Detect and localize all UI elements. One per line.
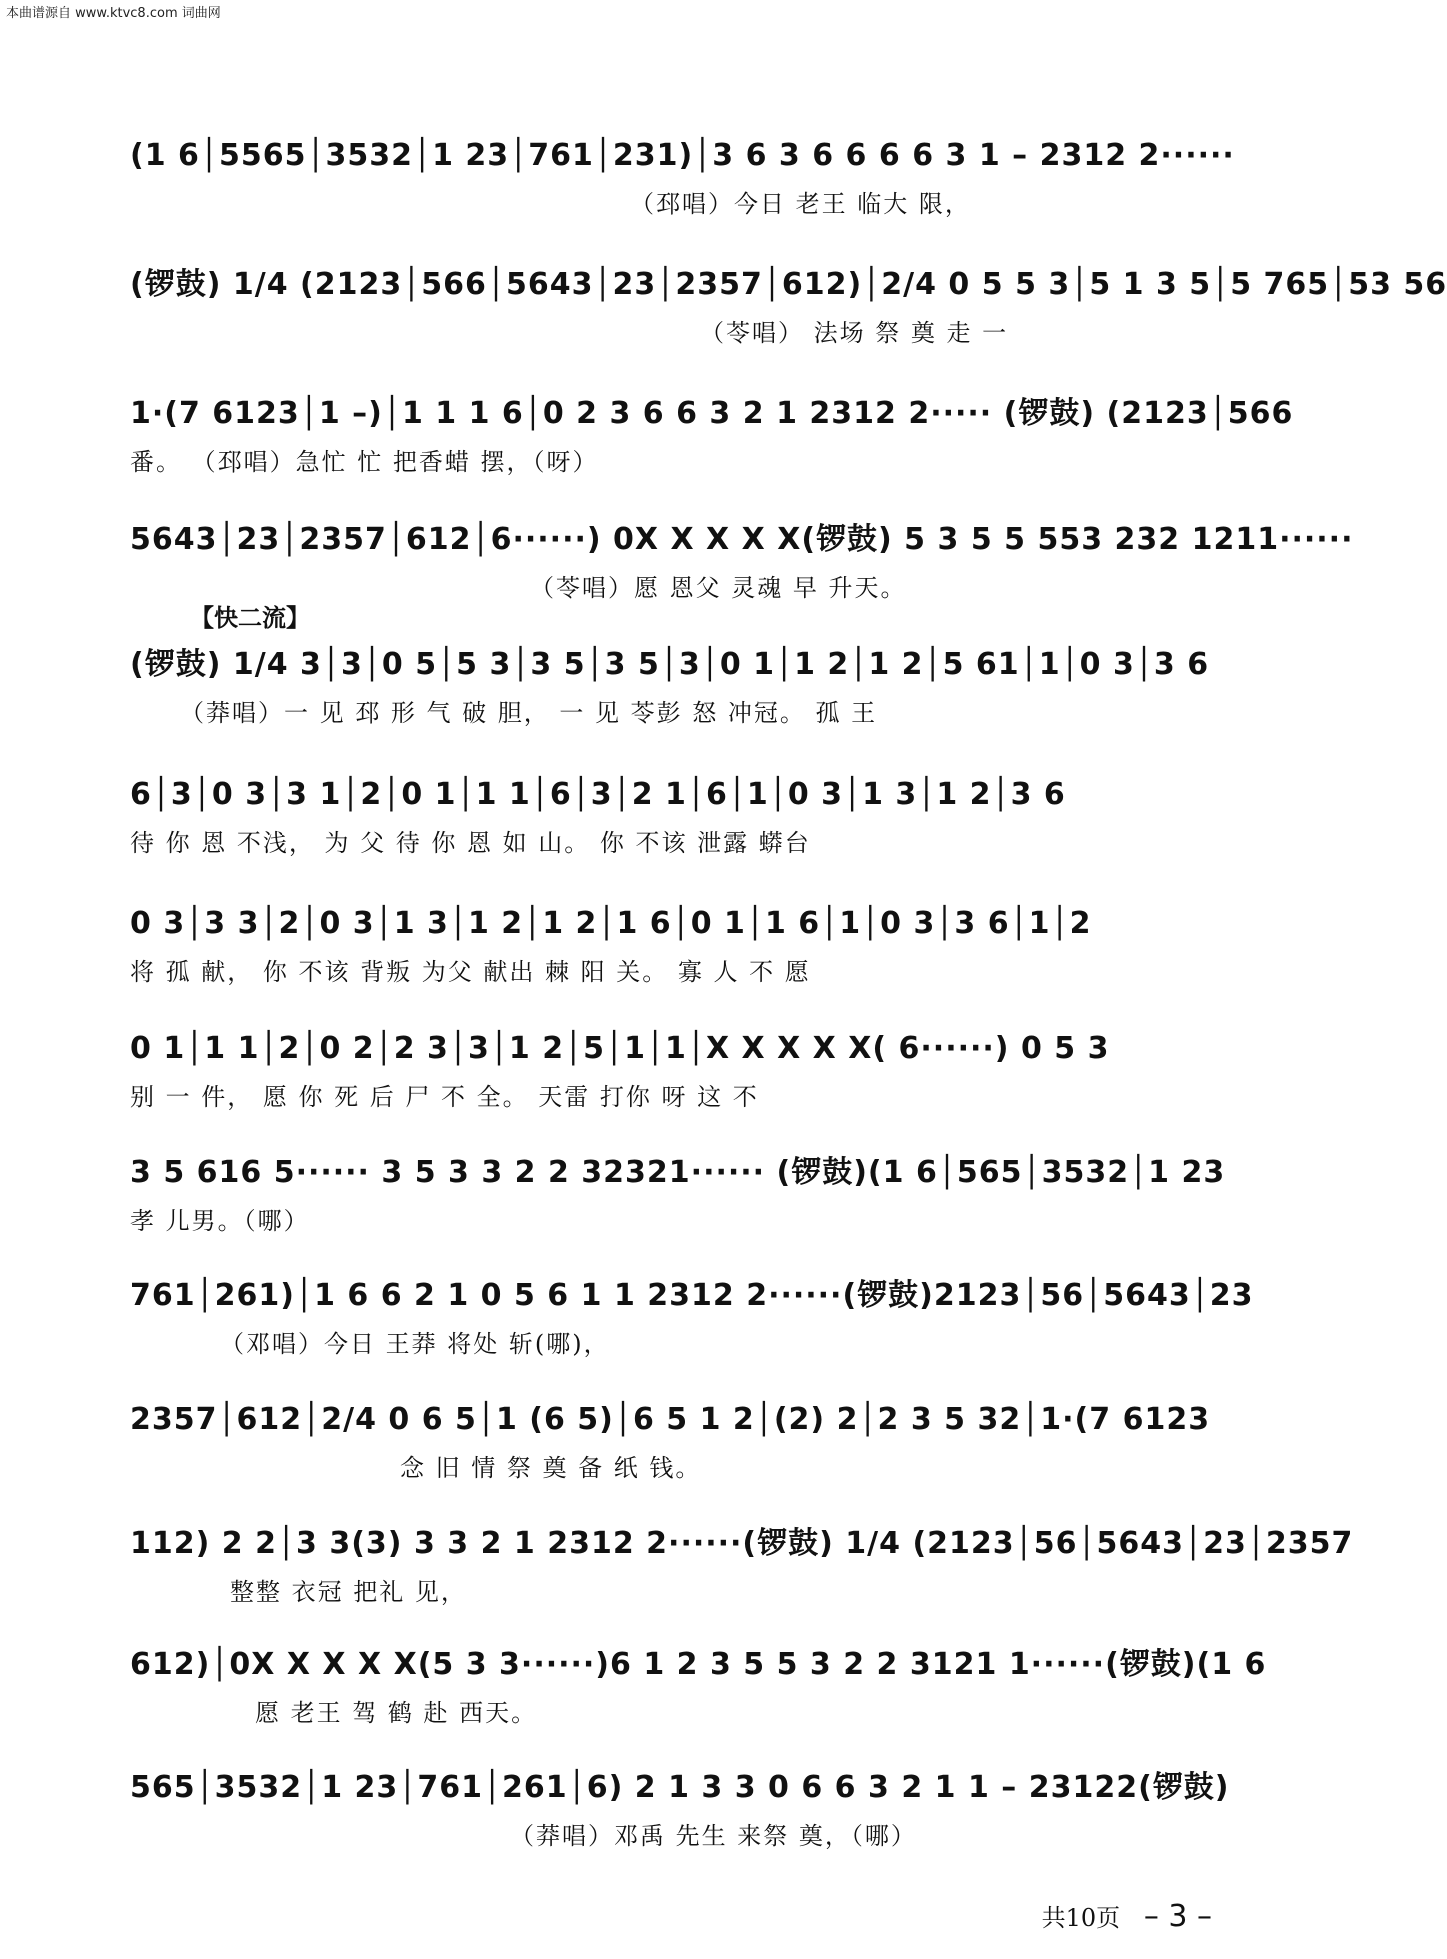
page-footer: [1042, 1898, 1212, 1934]
lyrics-line: （莽唱）邓禹 先生 来祭 奠，（哪）: [510, 1822, 917, 1850]
page-number: – 3 –: [1143, 1899, 1212, 1934]
notation-line: (锣鼓) 1/4 (2123│566│5643│23│2357│612)│2/4 0 5 5 3│5 1 3 5│5 765│53 56: [130, 267, 1447, 302]
score-system: [130, 265, 1447, 405]
notation-line: 1·(7 6123│1 –)│1 1 1 6│0 2 3 6 6 3 2 1 2312 2····· (锣鼓) (2123│566: [130, 396, 1294, 431]
lyrics-line: 待 你 恩 不浅， 为 父 待 你 恩 如 山。 你 不该 泄露 蟒台: [130, 829, 811, 857]
score-system: [130, 1029, 1250, 1169]
notation-line: 5643│23│2357│612│6······) 0X X X X X(锣鼓) 5 3 5 5 553 232 1211······: [130, 522, 1354, 557]
total-pages: 共10页: [1041, 1904, 1121, 1932]
lyrics-line: 番。 （邳唱）急忙 忙 把香蜡 摆，（呀）: [130, 448, 599, 476]
lyrics-line: （莽唱）一 见 邳 形 气 破 胆， 一 见 苓彭 怒 冲冠。 孤 王: [180, 699, 878, 727]
score-system: [130, 1276, 1254, 1416]
lyrics-line: （苓唱） 法场 祭 奠 走 一: [700, 319, 1009, 347]
score-system: [130, 136, 1250, 276]
score-system: [130, 775, 1250, 915]
notation-line: 0 1│1 1│2│0 2│2 3│3│1 2│5│1│1│X X X X X( 6······) 0 5 3: [130, 1031, 1110, 1066]
lyrics-line: 别 一 件， 愿 你 死 后 尸 不 全。 天雷 打你 呀 这 不: [130, 1083, 759, 1111]
lyrics-line: （苓唱）愿 恩父 灵魂 早 升天。: [530, 574, 907, 602]
notation-line: 761│261)│1 6 6 2 1 0 5 6 1 1 2312 2······(锣鼓)2123│56│5643│23: [130, 1278, 1254, 1313]
notation-line: 612)│0X X X X X(5 3 3······)6 1 2 3 5 5 3 2 2 3121 1······(锣鼓)(1 6: [130, 1647, 1267, 1682]
notation-line: 565│3532│1 23│761│261│6) 2 1 3 3 0 6 6 3 2 1 1 – 23122(锣鼓): [130, 1770, 1230, 1805]
notation-line: 112) 2 2│3 3(3) 3 3 2 1 2312 2······(锣鼓) 1/4 (2123│56│5643│23│2357: [130, 1526, 1354, 1561]
score-system: [130, 1645, 1267, 1785]
score-system: [130, 904, 1250, 1044]
lyrics-line: 念 旧 情 祭 奠 备 纸 钱。: [400, 1454, 702, 1482]
notation-line: 3 5 616 5······ 3 5 3 3 2 2 32321······ (锣鼓)(1 6│565│3532│1 23: [130, 1155, 1226, 1190]
notation-line: 2357│612│2/4 0 6 5│1 (6 5)│6 5 1 2│(2) 2│2 3 5 32│1·(7 6123: [130, 1402, 1211, 1437]
lyrics-line: 愿 老王 驾 鹤 赴 西天。: [255, 1699, 538, 1727]
score-system: [130, 394, 1294, 534]
score-system: [130, 1768, 1250, 1908]
score-system: [130, 1524, 1354, 1664]
lyrics-line: （邳唱）今日 老王 临大 限，: [630, 190, 971, 218]
score-system: [130, 645, 1250, 785]
notation-line: (锣鼓) 1/4 3│3│0 5│5 3│3 5│3 5│3│0 1│1 2│1 2│5 61│1│0 3│3 6: [130, 647, 1210, 682]
lyrics-line: 整整 衣冠 把礼 见，: [230, 1578, 467, 1606]
score-system: [130, 1400, 1250, 1540]
notation-line: 6│3│0 3│3 1│2│0 1│1 1│6│3│2 1│6│1│0 3│1 3│1 2│3 6: [130, 777, 1066, 812]
notation-line: (1 6│5565│3532│1 23│761│231)│3 6 3 6 6 6 6 3 1 – 2312 2······: [130, 138, 1235, 173]
lyrics-line: （邓唱）今日 王莽 将处 斩(哪)，: [220, 1330, 610, 1358]
section-title: 【快二流】: [190, 603, 310, 632]
lyrics-line: 孝 儿男。（哪）: [130, 1207, 310, 1235]
lyrics-line: 将 孤 献， 你 不该 背叛 为父 献出 棘 阳 关。 寡 人 不 愿: [130, 958, 811, 986]
source-note: 本曲谱源自 www.ktvc8.com 词曲网: [6, 6, 221, 21]
score-system: [130, 520, 1354, 660]
notation-line: 0 3│3 3│2│0 3│1 3│1 2│1 2│1 6│0 1│1 6│1│0 3│3 6│1│2: [130, 906, 1092, 941]
score-system: [130, 1153, 1250, 1293]
